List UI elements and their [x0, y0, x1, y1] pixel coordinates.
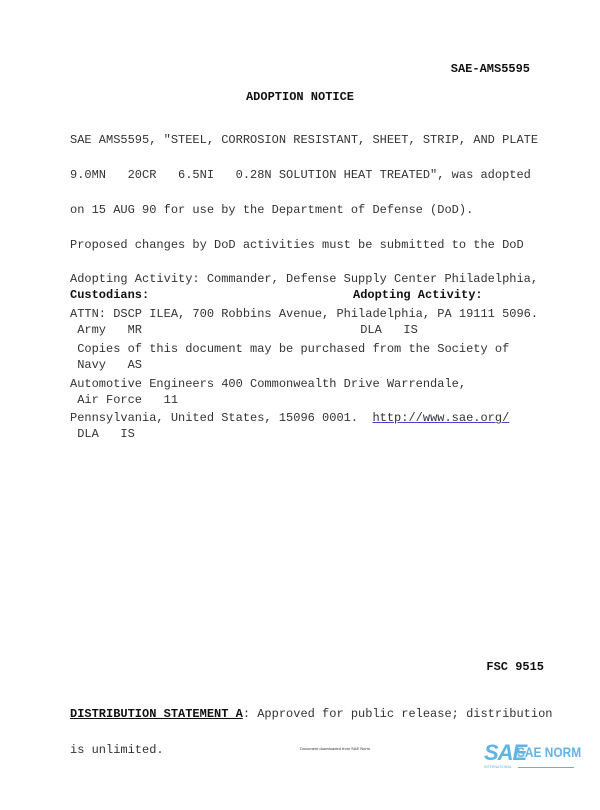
body-line: Adopting Activity: Commander, Defense Supply Center Philadelphia, — [70, 272, 539, 287]
custodian-item: DLA IS — [70, 427, 135, 442]
sae-norm-logo — [484, 740, 582, 772]
body-line: SAE AMS5595, "STEEL, CORROSION RESISTANT, SHEET, STRIP, AND PLATE — [70, 133, 539, 148]
adopting-activity — [353, 267, 483, 348]
custodian-item: Air Force 11 — [70, 392, 179, 407]
custodian-item: Army MR — [70, 322, 143, 337]
custodians-heading: Custodians: — [70, 288, 150, 303]
distribution-statement — [70, 684, 552, 768]
custodians — [70, 267, 178, 453]
adopting-heading: Adopting Activity: — [353, 288, 483, 303]
custodian-item: Navy AS — [70, 357, 143, 372]
document-id: SAE-AMS5595 — [450, 62, 530, 76]
body-line: Copies of this document may be purchased from the Society of — [70, 341, 510, 356]
sae-link[interactable]: http://www.sae.org/ — [372, 411, 510, 426]
page-title: ADOPTION NOTICE — [245, 90, 355, 104]
body-line: Pennsylvania, United States, 15096 0001. — [70, 411, 373, 426]
logo-mark: SAE — [484, 740, 527, 765]
logo-divider — [518, 767, 574, 768]
adopting-item: DLA IS — [353, 322, 418, 337]
logo-name: SAE NORM — [517, 744, 582, 760]
distribution-text-2: is unlimited. — [70, 743, 164, 757]
body-line: on 15 AUG 90 for use by the Department of Defense (DoD). — [70, 202, 474, 217]
distribution-text: : Approved for public release; distribution — [242, 707, 553, 721]
footer-note: Document downloaded from SAE Norm — [300, 746, 371, 751]
body-line: Proposed changes by DoD activities must be submitted to the DoD — [70, 237, 524, 252]
logo-sub: INTERNATIONAL — [484, 765, 512, 769]
body-line: Automotive Engineers 400 Commonwealth Drive Warrendale, — [70, 376, 467, 391]
distribution-label: DISTRIBUTION STATEMENT A — [70, 707, 243, 721]
fsc-code: FSC 9515 — [486, 660, 544, 674]
body-line: 9.0MN 20CR 6.5NI 0.28N SOLUTION HEAT TREATED", was adopted — [70, 167, 531, 182]
body-line: ATTN: DSCP ILEA, 700 Robbins Avenue, Philadelphia, PA 19111 5096. — [70, 307, 539, 322]
